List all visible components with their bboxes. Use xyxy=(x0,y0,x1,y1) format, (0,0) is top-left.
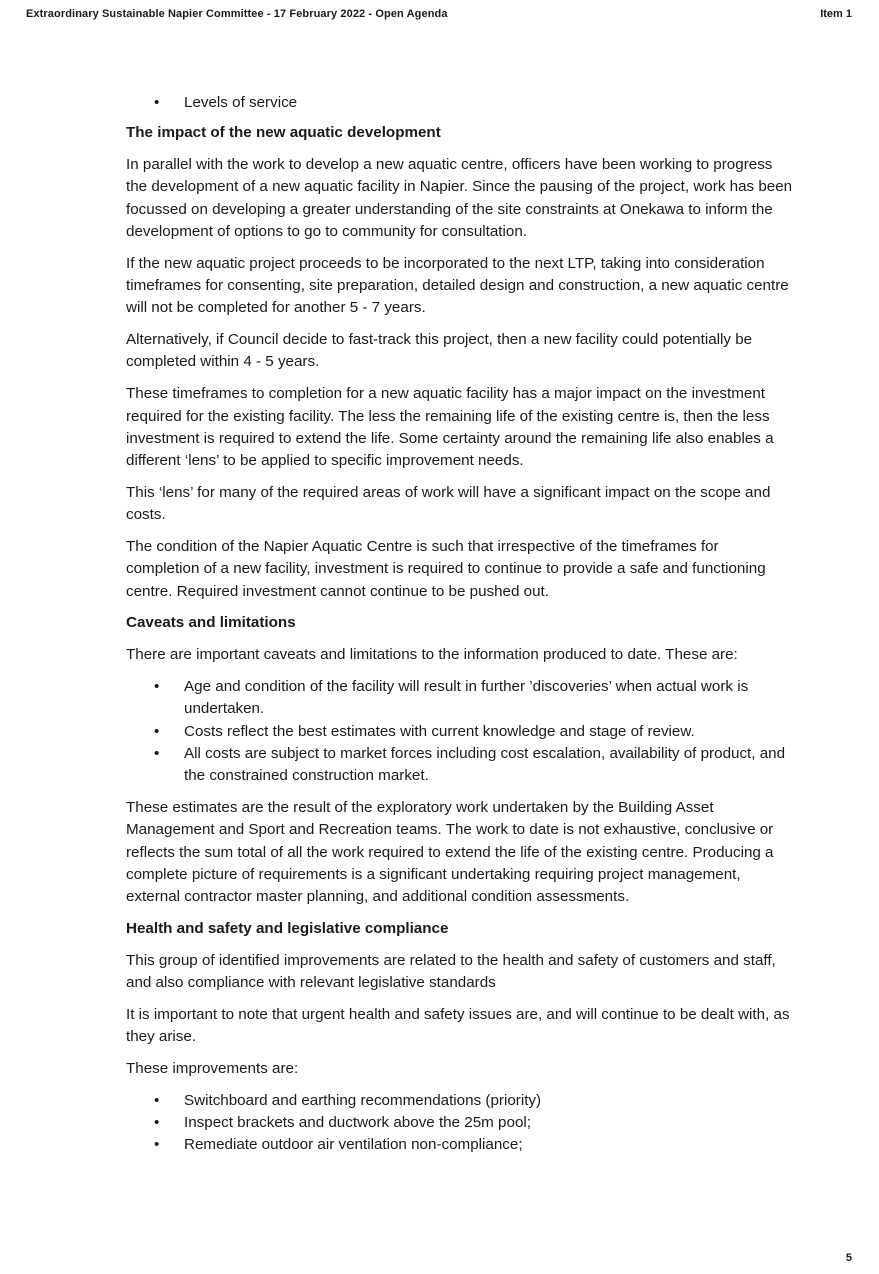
document-body xyxy=(126,92,796,1166)
paragraph: These timeframes to completion for a new aquatic facility has a major impact on the investment required for the existing facility. The less the remaining life of the existing centre is, then the less investment is required to extend the life. Some certainty around the remaining life also enables a different ‘lens’ to be applied to specific improvement needs. xyxy=(126,385,774,470)
paragraph: This ‘lens’ for many of the required areas of work will have a significant impact on the scope and costs. xyxy=(126,483,771,524)
list-item: • Costs reflect the best estimates with current knowledge and stage of review. xyxy=(126,721,796,743)
section-heading-impact: The impact of the new aquatic development xyxy=(126,124,441,142)
section-heading-caveats: Caveats and limitations xyxy=(126,614,296,632)
page-header-item-label: Item 1 xyxy=(820,8,852,20)
section-heading-health-safety: Health and safety and legislative compliance xyxy=(126,920,449,937)
paragraph: The condition of the Napier Aquatic Centre is such that irrespective of the timeframes for completion of a new facility, investment is required to continue to provide a safe and functioning centre. Required investment cannot continue to be pushed out. xyxy=(126,538,766,600)
list-item: • Remediate outdoor air ventilation non-compliance; xyxy=(126,1134,796,1156)
page-number: 5 xyxy=(845,1252,852,1264)
caveats-bullet-list xyxy=(126,676,796,787)
top-bullet-list xyxy=(126,92,796,114)
paragraph: Alternatively, if Council decide to fast-track this project, then a new facility could potentially be completed within 4 - 5 years. xyxy=(126,331,753,371)
paragraph: In parallel with the work to develop a new aquatic centre, officers have been working to progress the development of a new aquatic facility in Napier. Since the pausing of the project, work has been focussed on developing a greater understanding of the site constraints at Onekawa to inform the development of options to go to community for consultation. xyxy=(126,156,793,240)
list-item: • Age and condition of the facility will result in further ’discoveries’ when actual work is undertaken. xyxy=(126,676,796,721)
list-item: • Switchboard and earthing recommendations (priority) xyxy=(126,1090,796,1112)
list-item: • Levels of service xyxy=(126,92,796,114)
paragraph: It is important to note that urgent health and safety issues are, and will continue to be dealt with, as they arise. xyxy=(126,1005,790,1046)
paragraph: If the new aquatic project proceeds to be incorporated to the next LTP, taking into consideration timeframes for consenting, site preparation, detailed design and construction, a new aquatic centre will not be completed for another 5 - 7 years. xyxy=(126,254,789,317)
paragraph: These improvements are: xyxy=(126,1059,299,1077)
paragraph: This group of identified improvements are related to the health and safety of customers and staff, and also compliance with relevant legislative standards xyxy=(126,951,776,992)
improvements-bullet-list xyxy=(126,1090,796,1157)
page-header-title: Extraordinary Sustainable Napier Committee - 17 February 2022 - Open Agenda xyxy=(26,8,448,20)
paragraph: These estimates are the result of the exploratory work undertaken by the Building Asset Management and Sport and Recreation teams. The work to date is not exhaustive, conclusive or reflects the sum total of all the work required to extend the life of the existing centre. Producing a complete picture of requirements is a significant undertaking requiring project management, external contractor master planning, and additional condition assessments. xyxy=(126,799,774,906)
list-item: • All costs are subject to market forces including cost escalation, availability of product, and the constrained construction market. xyxy=(126,743,796,788)
list-item: • Inspect brackets and ductwork above the 25m pool; xyxy=(126,1112,796,1134)
paragraph: There are important caveats and limitations to the information produced to date. These are: xyxy=(126,646,738,664)
